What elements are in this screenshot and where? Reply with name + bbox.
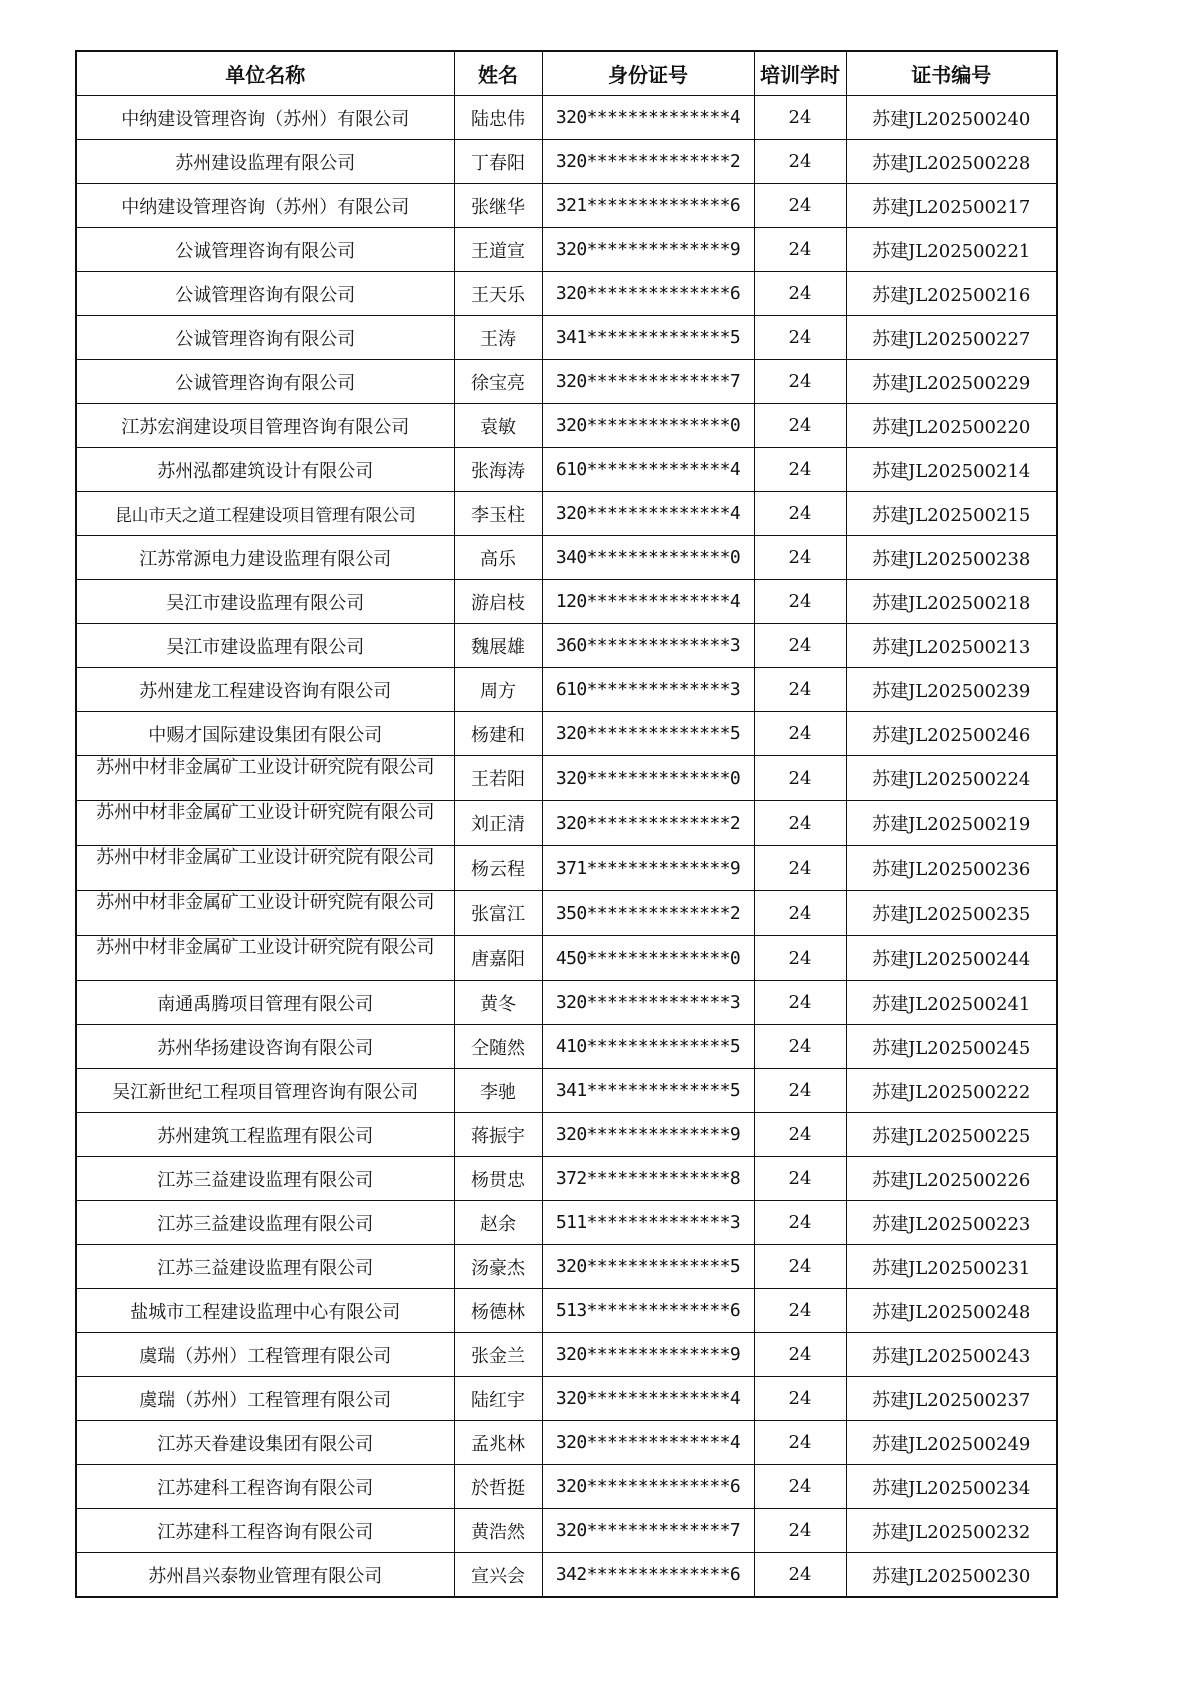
certificate-number-cell: 苏建JL202500218 — [846, 580, 1057, 624]
table-row — [76, 448, 1057, 492]
certificate-number-cell: 苏建JL202500246 — [846, 712, 1057, 756]
training-hours-cell: 24 — [754, 1289, 846, 1333]
training-hours-cell: 24 — [754, 1465, 846, 1509]
table-row — [76, 1245, 1057, 1289]
certificate-number-cell: 苏建JL202500244 — [846, 936, 1057, 981]
person-name-cell: 李驰 — [454, 1069, 542, 1113]
certificate-number-cell: 苏建JL202500238 — [846, 536, 1057, 580]
training-hours-cell: 24 — [754, 668, 846, 712]
training-hours-cell: 24 — [754, 580, 846, 624]
certificate-number-cell: 苏建JL202500235 — [846, 891, 1057, 936]
id-number-cell: 350**************2 — [542, 891, 754, 936]
training-hours-cell: 24 — [754, 272, 846, 316]
id-number-cell: 320**************7 — [542, 360, 754, 404]
certificate-number-cell: 苏建JL202500230 — [846, 1553, 1057, 1598]
training-hours-cell: 24 — [754, 624, 846, 668]
table-row — [76, 140, 1057, 184]
person-name-cell: 魏展雄 — [454, 624, 542, 668]
table-row — [76, 624, 1057, 668]
unit-name-cell: 苏州建龙工程建设咨询有限公司 — [76, 668, 454, 712]
id-number-cell: 320**************5 — [542, 712, 754, 756]
training-hours-cell: 24 — [754, 1157, 846, 1201]
unit-name-cell: 苏州中材非金属矿工业设计研究院有限公司 — [76, 801, 454, 846]
training-hours-cell: 24 — [754, 448, 846, 492]
certificate-number-cell: 苏建JL202500219 — [846, 801, 1057, 846]
training-hours-cell: 24 — [754, 360, 846, 404]
certificate-number-cell: 苏建JL202500215 — [846, 492, 1057, 536]
unit-name-cell: 江苏三益建设监理有限公司 — [76, 1201, 454, 1245]
person-name-cell: 蒋振宇 — [454, 1113, 542, 1157]
training-hours-cell: 24 — [754, 228, 846, 272]
table-row — [76, 668, 1057, 712]
training-hours-cell: 24 — [754, 1025, 846, 1069]
certificate-number-cell: 苏建JL202500225 — [846, 1113, 1057, 1157]
person-name-cell: 刘正清 — [454, 801, 542, 846]
id-number-cell: 320**************0 — [542, 756, 754, 801]
table-row — [76, 1553, 1057, 1598]
table-row — [76, 756, 1057, 801]
person-name-cell: 赵余 — [454, 1201, 542, 1245]
person-name-cell: 於哲挺 — [454, 1465, 542, 1509]
certificate-number-cell: 苏建JL202500249 — [846, 1421, 1057, 1465]
unit-name-cell: 苏州中材非金属矿工业设计研究院有限公司 — [76, 756, 454, 801]
id-number-cell: 320**************4 — [542, 1377, 754, 1421]
table-row — [76, 1025, 1057, 1069]
table-row — [76, 936, 1057, 981]
person-name-cell: 张海涛 — [454, 448, 542, 492]
person-name-cell: 王若阳 — [454, 756, 542, 801]
person-name-cell: 杨建和 — [454, 712, 542, 756]
training-hours-cell: 24 — [754, 846, 846, 891]
training-hours-cell: 24 — [754, 492, 846, 536]
certificate-number-cell: 苏建JL202500237 — [846, 1377, 1057, 1421]
unit-name-cell: 南通禹腾项目管理有限公司 — [76, 981, 454, 1025]
training-hours-cell: 24 — [754, 936, 846, 981]
unit-name-cell: 吴江市建设监理有限公司 — [76, 624, 454, 668]
table-row — [76, 272, 1057, 316]
table-row — [76, 801, 1057, 846]
id-number-cell: 450**************0 — [542, 936, 754, 981]
training-hours-cell: 24 — [754, 1069, 846, 1113]
header-row — [76, 51, 1057, 96]
training-hours-cell: 24 — [754, 1333, 846, 1377]
id-number-cell: 320**************6 — [542, 1465, 754, 1509]
unit-name-cell: 苏州建筑工程监理有限公司 — [76, 1113, 454, 1157]
table-row — [76, 1157, 1057, 1201]
id-number-cell: 360**************3 — [542, 624, 754, 668]
id-number-cell: 410**************5 — [542, 1025, 754, 1069]
id-number-cell: 321**************6 — [542, 184, 754, 228]
training-hours-cell: 24 — [754, 1509, 846, 1553]
id-number-cell: 320**************9 — [542, 1333, 754, 1377]
certificate-number-cell: 苏建JL202500222 — [846, 1069, 1057, 1113]
person-name-cell: 丁春阳 — [454, 140, 542, 184]
unit-name-cell: 苏州中材非金属矿工业设计研究院有限公司 — [76, 891, 454, 936]
person-name-cell: 高乐 — [454, 536, 542, 580]
table-row — [76, 96, 1057, 140]
unit-name-cell: 公诚管理咨询有限公司 — [76, 228, 454, 272]
unit-name-cell: 江苏常源电力建设监理有限公司 — [76, 536, 454, 580]
training-hours-cell: 24 — [754, 1201, 846, 1245]
unit-name-cell: 公诚管理咨询有限公司 — [76, 272, 454, 316]
person-name-cell: 杨贯忠 — [454, 1157, 542, 1201]
table-row — [76, 228, 1057, 272]
training-hours-cell: 24 — [754, 891, 846, 936]
person-name-cell: 张继华 — [454, 184, 542, 228]
unit-name-cell: 江苏建科工程咨询有限公司 — [76, 1509, 454, 1553]
id-number-cell: 610**************3 — [542, 668, 754, 712]
person-name-cell: 仝随然 — [454, 1025, 542, 1069]
person-name-cell: 王道宣 — [454, 228, 542, 272]
unit-name-cell: 中纳建设管理咨询（苏州）有限公司 — [76, 96, 454, 140]
unit-name-cell: 盐城市工程建设监理中心有限公司 — [76, 1289, 454, 1333]
table-row — [76, 492, 1057, 536]
unit-name-cell: 苏州华扬建设咨询有限公司 — [76, 1025, 454, 1069]
certificate-number-cell: 苏建JL202500217 — [846, 184, 1057, 228]
unit-name-cell: 中赐才国际建设集团有限公司 — [76, 712, 454, 756]
certificate-number-cell: 苏建JL202500241 — [846, 981, 1057, 1025]
table-row — [76, 846, 1057, 891]
id-number-cell: 371**************9 — [542, 846, 754, 891]
id-number-cell: 340**************0 — [542, 536, 754, 580]
id-number-cell: 511**************3 — [542, 1201, 754, 1245]
certificate-number-cell: 苏建JL202500220 — [846, 404, 1057, 448]
person-name-cell: 宣兴会 — [454, 1553, 542, 1598]
unit-name-cell: 江苏三益建设监理有限公司 — [76, 1157, 454, 1201]
certificate-number-cell: 苏建JL202500227 — [846, 316, 1057, 360]
id-number-cell: 341**************5 — [542, 1069, 754, 1113]
person-name-cell: 黄浩然 — [454, 1509, 542, 1553]
table-row — [76, 404, 1057, 448]
certificate-number-cell: 苏建JL202500245 — [846, 1025, 1057, 1069]
certificate-number-cell: 苏建JL202500223 — [846, 1201, 1057, 1245]
unit-name-cell: 吴江新世纪工程项目管理咨询有限公司 — [76, 1069, 454, 1113]
table-row — [76, 1509, 1057, 1553]
person-name-cell: 徐宝亮 — [454, 360, 542, 404]
unit-name-cell: 昆山市天之道工程建设项目管理有限公司 — [76, 492, 454, 536]
certificate-number-cell: 苏建JL202500239 — [846, 668, 1057, 712]
id-number-cell: 372**************8 — [542, 1157, 754, 1201]
certificate-number-cell: 苏建JL202500226 — [846, 1157, 1057, 1201]
id-number-cell: 320**************4 — [542, 96, 754, 140]
training-hours-cell: 24 — [754, 1553, 846, 1598]
table-row — [76, 316, 1057, 360]
id-number-cell: 320**************4 — [542, 1421, 754, 1465]
person-name-cell: 黄冬 — [454, 981, 542, 1025]
unit-name-cell: 苏州建设监理有限公司 — [76, 140, 454, 184]
certificate-number-cell: 苏建JL202500221 — [846, 228, 1057, 272]
id-number-cell: 320**************9 — [542, 228, 754, 272]
id-number-cell: 320**************3 — [542, 981, 754, 1025]
id-number-cell: 513**************6 — [542, 1289, 754, 1333]
certificate-number-cell: 苏建JL202500228 — [846, 140, 1057, 184]
person-name-cell: 王天乐 — [454, 272, 542, 316]
training-hours-cell: 24 — [754, 1421, 846, 1465]
person-name-cell: 王涛 — [454, 316, 542, 360]
unit-name-cell: 吴江市建设监理有限公司 — [76, 580, 454, 624]
table-row — [76, 981, 1057, 1025]
unit-name-cell: 苏州泓都建筑设计有限公司 — [76, 448, 454, 492]
certificate-number-cell: 苏建JL202500234 — [846, 1465, 1057, 1509]
id-number-cell: 342**************6 — [542, 1553, 754, 1598]
table-row — [76, 1289, 1057, 1333]
training-hours-cell: 24 — [754, 536, 846, 580]
unit-name-cell: 江苏宏润建设项目管理咨询有限公司 — [76, 404, 454, 448]
training-hours-cell: 24 — [754, 1113, 846, 1157]
certificate-number-cell: 苏建JL202500248 — [846, 1289, 1057, 1333]
id-number-cell: 120**************4 — [542, 580, 754, 624]
unit-name-cell: 公诚管理咨询有限公司 — [76, 316, 454, 360]
table-row — [76, 1113, 1057, 1157]
training-hours-cell: 24 — [754, 316, 846, 360]
certificate-number-cell: 苏建JL202500216 — [846, 272, 1057, 316]
person-name-cell: 袁敏 — [454, 404, 542, 448]
training-hours-cell: 24 — [754, 1377, 846, 1421]
table-row — [76, 1377, 1057, 1421]
unit-name-cell: 中纳建设管理咨询（苏州）有限公司 — [76, 184, 454, 228]
table-row — [76, 360, 1057, 404]
unit-name-cell: 江苏天眷建设集团有限公司 — [76, 1421, 454, 1465]
id-number-cell: 341**************5 — [542, 316, 754, 360]
id-number-cell: 320**************2 — [542, 801, 754, 846]
unit-name-cell: 江苏建科工程咨询有限公司 — [76, 1465, 454, 1509]
header-id-number: 身份证号 — [542, 51, 754, 96]
person-name-cell: 张富江 — [454, 891, 542, 936]
person-name-cell: 汤豪杰 — [454, 1245, 542, 1289]
training-hours-cell: 24 — [754, 712, 846, 756]
certificate-number-cell: 苏建JL202500240 — [846, 96, 1057, 140]
certificate-number-cell: 苏建JL202500231 — [846, 1245, 1057, 1289]
person-name-cell: 游启枝 — [454, 580, 542, 624]
table-row — [76, 184, 1057, 228]
table-row — [76, 1421, 1057, 1465]
certificate-number-cell: 苏建JL202500236 — [846, 846, 1057, 891]
person-name-cell: 陆红宇 — [454, 1377, 542, 1421]
person-name-cell: 陆忠伟 — [454, 96, 542, 140]
table-row — [76, 1069, 1057, 1113]
id-number-cell: 320**************7 — [542, 1509, 754, 1553]
unit-name-cell: 苏州中材非金属矿工业设计研究院有限公司 — [76, 846, 454, 891]
training-hours-cell: 24 — [754, 981, 846, 1025]
person-name-cell: 杨云程 — [454, 846, 542, 891]
training-hours-cell: 24 — [754, 140, 846, 184]
certificate-number-cell: 苏建JL202500243 — [846, 1333, 1057, 1377]
certificate-table — [75, 50, 1058, 1598]
certificate-number-cell: 苏建JL202500214 — [846, 448, 1057, 492]
person-name-cell: 周方 — [454, 668, 542, 712]
id-number-cell: 610**************4 — [542, 448, 754, 492]
id-number-cell: 320**************6 — [542, 272, 754, 316]
id-number-cell: 320**************0 — [542, 404, 754, 448]
training-hours-cell: 24 — [754, 756, 846, 801]
table-row — [76, 1201, 1057, 1245]
training-hours-cell: 24 — [754, 184, 846, 228]
header-training-hours: 培训学时 — [754, 51, 846, 96]
unit-name-cell: 虞瑞（苏州）工程管理有限公司 — [76, 1333, 454, 1377]
table-row — [76, 891, 1057, 936]
id-number-cell: 320**************9 — [542, 1113, 754, 1157]
certificate-number-cell: 苏建JL202500229 — [846, 360, 1057, 404]
unit-name-cell: 江苏三益建设监理有限公司 — [76, 1245, 454, 1289]
header-certificate-number: 证书编号 — [846, 51, 1057, 96]
unit-name-cell: 苏州中材非金属矿工业设计研究院有限公司 — [76, 936, 454, 981]
id-number-cell: 320**************5 — [542, 1245, 754, 1289]
table-body — [76, 96, 1057, 1598]
table-row — [76, 536, 1057, 580]
certificate-number-cell: 苏建JL202500224 — [846, 756, 1057, 801]
id-number-cell: 320**************2 — [542, 140, 754, 184]
person-name-cell: 张金兰 — [454, 1333, 542, 1377]
table-row — [76, 580, 1057, 624]
person-name-cell: 孟兆林 — [454, 1421, 542, 1465]
id-number-cell: 320**************4 — [542, 492, 754, 536]
unit-name-cell: 虞瑞（苏州）工程管理有限公司 — [76, 1377, 454, 1421]
table-row — [76, 1333, 1057, 1377]
certificate-number-cell: 苏建JL202500232 — [846, 1509, 1057, 1553]
training-hours-cell: 24 — [754, 801, 846, 846]
training-hours-cell: 24 — [754, 404, 846, 448]
training-hours-cell: 24 — [754, 96, 846, 140]
unit-name-cell: 苏州昌兴泰物业管理有限公司 — [76, 1553, 454, 1598]
training-hours-cell: 24 — [754, 1245, 846, 1289]
person-name-cell: 李玉柱 — [454, 492, 542, 536]
table-row — [76, 712, 1057, 756]
person-name-cell: 唐嘉阳 — [454, 936, 542, 981]
person-name-cell: 杨德林 — [454, 1289, 542, 1333]
header-person-name: 姓名 — [454, 51, 542, 96]
table-row — [76, 1465, 1057, 1509]
header-unit-name: 单位名称 — [76, 51, 454, 96]
unit-name-cell: 公诚管理咨询有限公司 — [76, 360, 454, 404]
certificate-number-cell: 苏建JL202500213 — [846, 624, 1057, 668]
